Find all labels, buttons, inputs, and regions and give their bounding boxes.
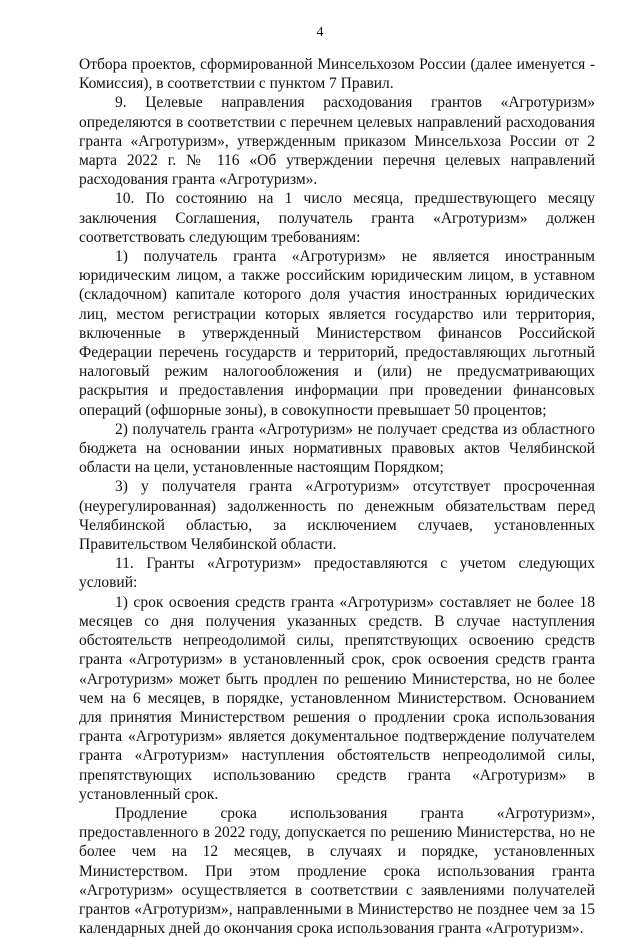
paragraph-extension: Продление срока использования гранта «Агротуризм», предоставленного в 2022 году, допускается по решению Министерства, но не более чем на 12 месяцев, в случаях и порядке, установленных Министерством. При этом продление срока использования гранта «Агротуризм» осуществляется в соответствии с заявлениями получателей грантов «Агротуризм», направленными в Министерство не позднее чем за 15 календарных дней до окончания срока использования гранта «Агротуризм». [79,804,595,938]
paragraph-10: 10. По состоянию на 1 число месяца, предшествующего месяцу заключения Соглашения, получатель гранта «Агротуризм» должен соответствовать следующим требованиям: [79,190,595,246]
paragraph-10-item-3: 3) у получателя гранта «Агротуризм» отсутствует просроченная (неурегулированная) задолженность по денежным обязательствам перед Челябинской областью, за исключением случаев, установленных Правительством Челябинской области. [79,478,595,554]
paragraph-10-item-2: 2) получатель гранта «Агротуризм» не получает средства из областного бюджета на основании иных нормативных правовых актов Челябинской области на цели, установленные настоящим Порядком; [79,420,595,477]
paragraph-9: 9. Целевые направления расходования грантов «Агротуризм» определяются в соответствии с перечнем целевых направлений расходования гранта «Агротуризм», утвержденным приказом Минсельхоза России от 2 марта 2022 г. № 116 «Об утверждении перечня целевых направлений расходования гранта «Агротуризм». [79,94,595,189]
paragraph-commission: Отбора проектов, сформированной Минсельхозом России (далее именуется - Комиссия), в соответствии с пунктом 7 Правил. [79,56,595,93]
document-body [79,55,595,938]
paragraph-11-item-1: 1) срок освоения средств гранта «Агротуризм» составляет не более 18 месяцев со дня получения указанных средств. В случае наступления обстоятельств непреодолимой силы, препятствующих освоению средств гранта «Агротуризм» в установленный срок, срок освоения средств гранта «Агротуризм» может быть продлен по решению Министерства, но не более чем на 6 месяцев, в порядке, установленном Министерством. Основанием для принятия Министерством решения о продлении срока использования гранта «Агротуризм» является документальное подтверждение получателем гранта «Агротуризм» наступления обстоятельств непреодолимой силы, препятствующих использованию средств гранта «Агротуризм» в установленный срок. [79,593,595,803]
page-number: 4 [316,25,324,40]
paragraph-11: 11. Гранты «Агротуризм» предоставляются с учетом следующих условий: [79,555,595,592]
paragraph-10-item-1: 1) получатель гранта «Агротуризм» не является иностранным юридическим лицом, а также российским юридическим лицом, в уставном (складочном) капитале которого доля участия иностранных юридических лиц, местом регистрации которых является государство или территория, включенные в утвержденный Министерством финансов Российской Федерации перечень государств и территорий, предоставляющих льготный налоговый режим налогообложения и (или) не предусматривающих раскрытия и предоставления информации при проведении финансовых операций (офшорные зоны), в совокупности превышает 50 процентов; [79,248,595,419]
